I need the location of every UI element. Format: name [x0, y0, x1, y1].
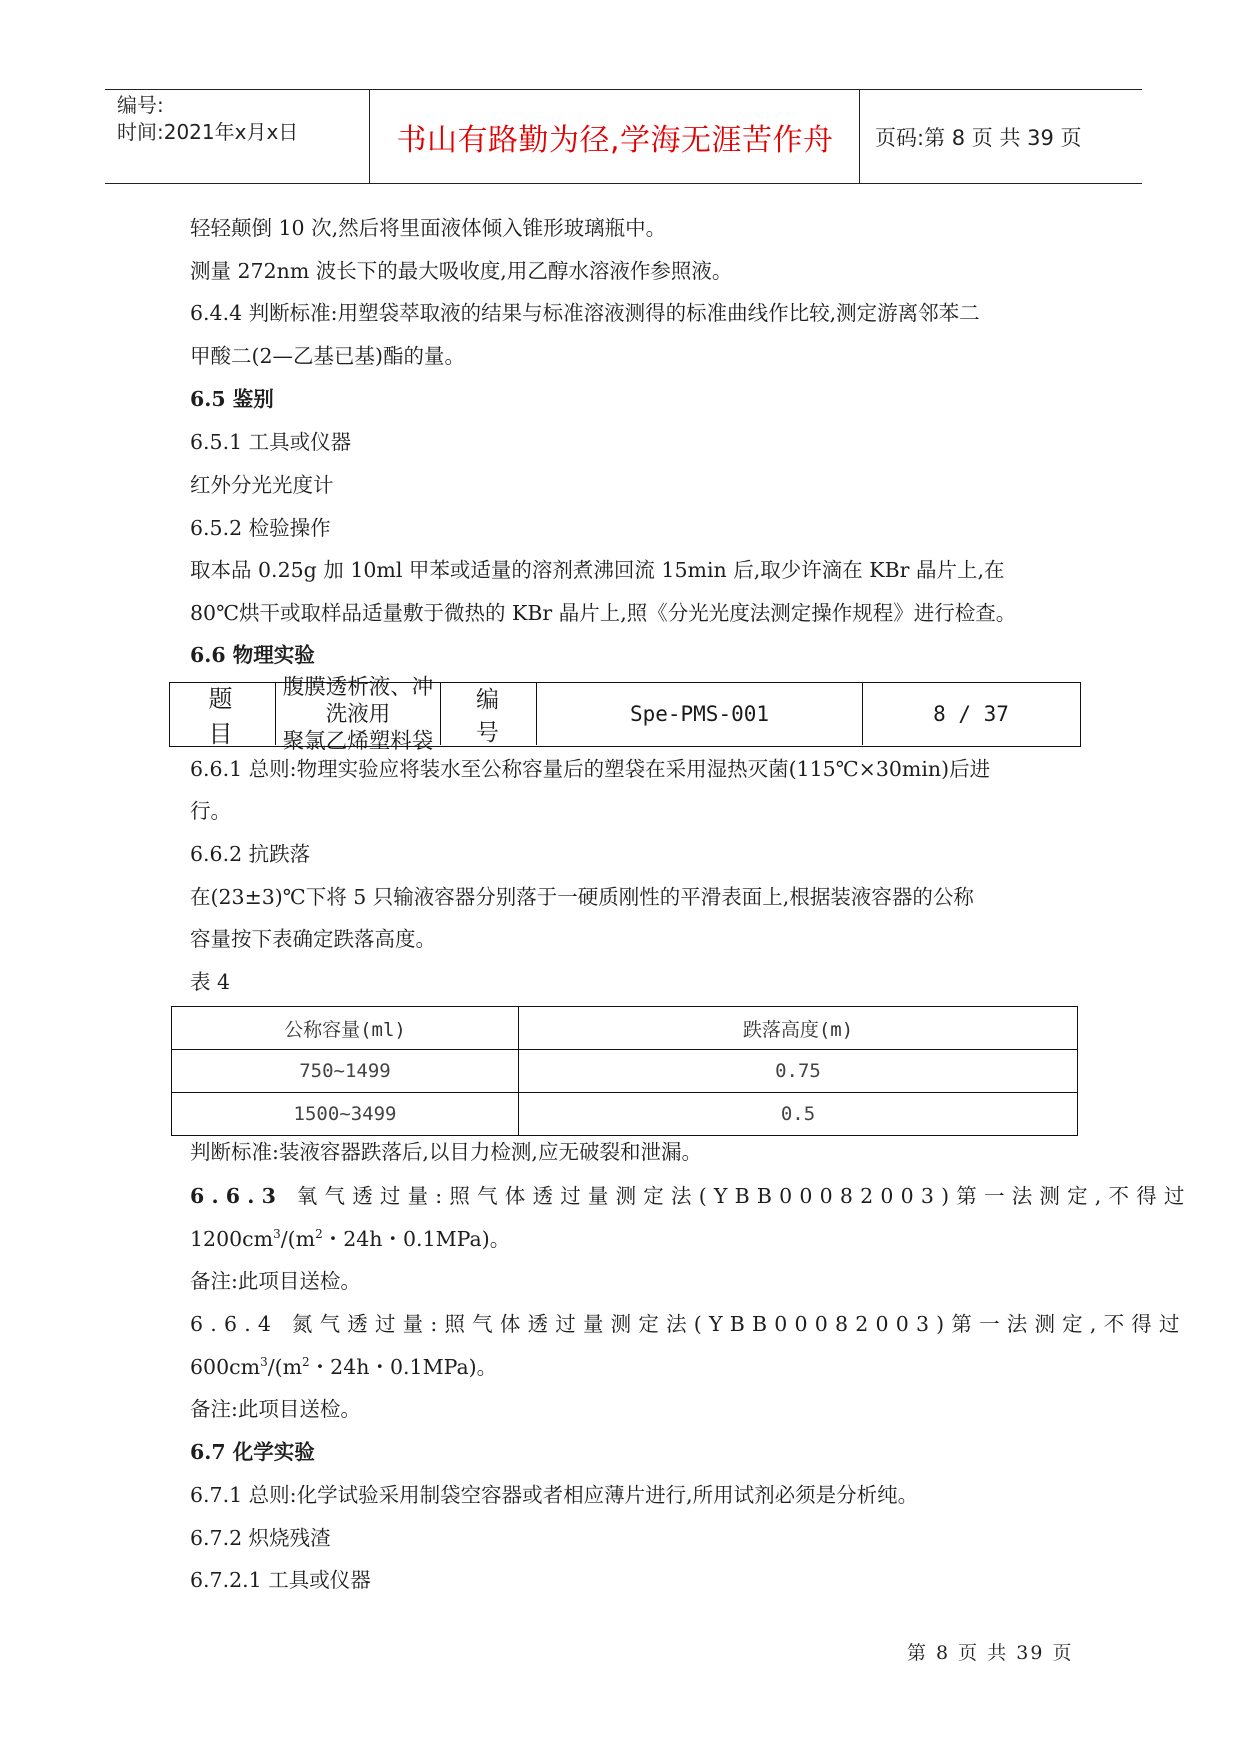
section-heading: 6.7 化学实验: [190, 1440, 315, 1464]
topic-line: 腹膜透析液、冲洗液用: [282, 674, 434, 727]
page-header: [105, 89, 1142, 184]
header-divider: [859, 90, 860, 183]
body-line: [190, 1350, 497, 1380]
formula-part: ・24h・0.1MPa)。: [309, 1355, 498, 1379]
code-value: Spe-PMS-001: [537, 683, 863, 745]
body-line: 轻轻颠倒 10 次,然后将里面液体倾入锥形玻璃瓶中。: [190, 216, 667, 240]
formula-part: /(m: [280, 1227, 316, 1251]
formula-part: 1200cm: [190, 1227, 274, 1251]
body-line: 备注:此项目送检。: [190, 1269, 361, 1293]
body-line: [190, 1179, 1192, 1209]
body-line: 红外分光光度计: [190, 473, 334, 497]
drop-height-table: [171, 1006, 1078, 1136]
document-number-label: 编号:: [117, 93, 164, 117]
table-caption: 表 4: [190, 970, 231, 994]
formula-part: /(m: [267, 1355, 303, 1379]
table-header-cell: 公称容量(ml): [172, 1007, 519, 1050]
table-cell: 0.5: [519, 1093, 1078, 1136]
body-line: 6.7.2.1 工具或仪器: [190, 1568, 371, 1592]
clause-number: 6.6.3: [190, 1184, 284, 1208]
body-line: 6.5.2 检验操作: [190, 516, 331, 540]
body-line: 备注:此项目送检。: [190, 1397, 361, 1421]
header-motto: 书山有路勤为径,学海无涯苦作舟: [396, 122, 834, 158]
topic-value: [276, 674, 441, 754]
formula-superscript: 3: [260, 1355, 268, 1370]
header-meta: [117, 92, 367, 146]
body-line: 甲酸二(2—乙基已基)酯的量。: [190, 344, 466, 368]
body-line: 取本品 0.25g 加 10ml 甲苯或适量的溶剂煮沸回流 15min 后,取少许滴在 KBr 晶片上,在: [190, 558, 1005, 582]
body-line: 测量 272nm 波长下的最大吸收度,用乙醇水溶液作参照液。: [190, 259, 733, 283]
document-time-label: 时间:2021年x月x日: [117, 120, 299, 144]
header-divider: [369, 90, 370, 183]
title-block-page: 8 / 37: [933, 702, 1009, 726]
table-header-row: [172, 1007, 1078, 1050]
table-row: [172, 1050, 1078, 1093]
topic-label: 题 目: [170, 683, 276, 745]
table-header-cell: 跌落高度(m): [519, 1007, 1078, 1050]
table-cell: 0.75: [519, 1050, 1078, 1093]
body-line: 6.6.1 总则:物理实验应将装水至公称容量后的塑袋在采用湿热灭菌(115℃×30min)后进: [190, 757, 991, 781]
page-footer: 第 8 页 共 39 页: [907, 1642, 1074, 1664]
body-line: [190, 1222, 510, 1252]
table-row: [172, 1093, 1078, 1136]
table-cell: 1500~3499: [172, 1093, 519, 1136]
code-label: 编 号: [441, 683, 537, 745]
body-line: 6.6.2 抗跌落: [190, 842, 311, 866]
topic-line: 聚氯乙烯塑料袋: [282, 728, 434, 754]
formula-part: ・24h・0.1MPa)。: [322, 1227, 511, 1251]
body-line: 80℃烘干或取样品适量敷于微热的 KBr 晶片上,照《分光光度法测定操作规程》进行检查。: [190, 601, 1017, 625]
body-line: 6.6.4 氮气透过量:照气体透过量测定法(YBB00082003)第一法测定,不得过: [190, 1312, 1187, 1336]
body-line: 判断标准:装液容器跌落后,以目力检测,应无破裂和泄漏。: [190, 1140, 702, 1164]
table-cell: 750~1499: [172, 1050, 519, 1093]
section-heading: 6.6 物理实验: [190, 643, 315, 667]
section-heading: 6.5 鉴别: [190, 387, 274, 411]
formula-superscript: 2: [302, 1355, 310, 1370]
clause-text: 氧气透过量:照气体透过量测定法(YBB00082003)第一法测定,不得过: [283, 1184, 1192, 1208]
formula-part: 600cm: [190, 1355, 261, 1379]
body-line: 6.7.1 总则:化学试验采用制袋空容器或者相应薄片进行,所用试剂必须是分析纯。: [190, 1483, 919, 1507]
body-line: 6.4.4 判断标准:用塑袋萃取液的结果与标准溶液测得的标准曲线作比较,测定游离邻苯二: [190, 301, 980, 325]
body-line: 容量按下表确定跌落高度。: [190, 927, 436, 951]
formula-superscript: 3: [273, 1227, 281, 1242]
body-line: 在(23±3)℃下将 5 只输液容器分别落于一硬质刚性的平滑表面上,根据装液容器的公称: [190, 885, 974, 909]
title-block-table: [169, 674, 1081, 754]
formula-superscript: 2: [315, 1227, 323, 1242]
header-page-info: 页码:第 8 页 共 39 页: [875, 125, 1082, 150]
body-line: 6.5.1 工具或仪器: [190, 430, 352, 454]
body-line: 行。: [190, 799, 231, 823]
body-line: 6.7.2 炽烧残渣: [190, 1526, 331, 1550]
